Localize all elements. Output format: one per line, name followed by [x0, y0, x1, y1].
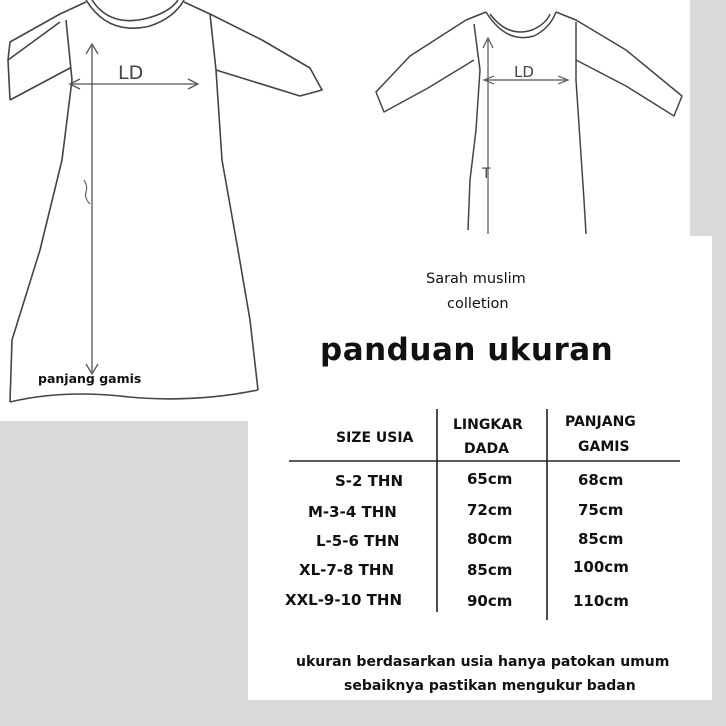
row-size: XXL-9-10 THN	[285, 591, 403, 609]
brand-name: Sarah muslim	[426, 271, 526, 287]
row-chest: 80cm	[467, 530, 513, 548]
row-chest: 65cm	[467, 470, 513, 488]
row-chest: 72cm	[467, 501, 513, 519]
header-chest-1: LINGKAR	[453, 417, 523, 433]
ld-label-left: LD	[118, 62, 144, 84]
ld-label-right: LD	[514, 63, 534, 81]
length-label-right: T	[482, 166, 491, 182]
page-title: panduan ukuran	[320, 332, 614, 368]
row-chest: 85cm	[467, 561, 513, 579]
row-length: 100cm	[573, 558, 629, 576]
row-length: 110cm	[573, 592, 629, 610]
row-chest: 90cm	[467, 592, 513, 610]
row-length: 85cm	[578, 530, 624, 548]
row-length: 75cm	[578, 501, 624, 519]
row-size: XL-7-8 THN	[299, 561, 395, 579]
header-size: SIZE USIA	[336, 430, 414, 446]
row-length: 68cm	[578, 471, 624, 489]
header-length-1: PANJANG	[565, 414, 636, 430]
row-size: M-3-4 THN	[308, 503, 397, 521]
row-size: L-5-6 THN	[316, 532, 400, 550]
panjang-gamis-label: panjang gamis	[38, 371, 142, 386]
brand-collection: colletion	[447, 296, 509, 312]
row-size: S-2 THN	[335, 472, 404, 490]
header-chest-2: DADA	[464, 441, 509, 457]
header-length-2: GAMIS	[578, 439, 630, 455]
note-line-2: sebaiknya pastikan mengukur badan	[344, 678, 636, 694]
note-line-1: ukuran berdasarkan usia hanya patokan umum	[296, 654, 670, 670]
